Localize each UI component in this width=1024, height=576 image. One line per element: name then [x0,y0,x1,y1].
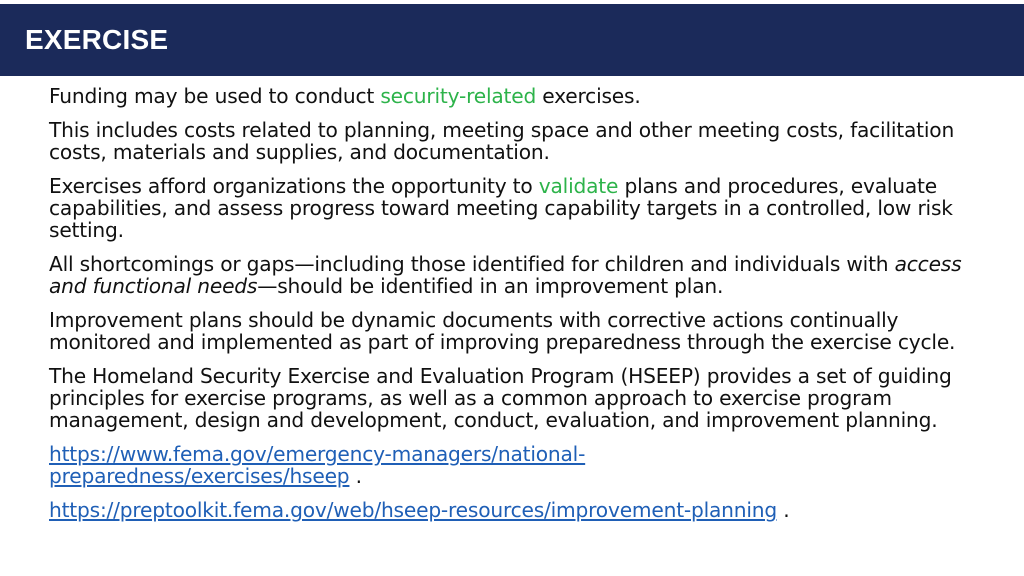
slide-body [49,85,979,533]
link-suffix: . [777,498,790,522]
slide-title: EXERCISE [25,24,169,55]
highlight-security-related: security-related [380,84,537,108]
paragraph-hseep: The Homeland Security Exercise and Evaluation Program (HSEEP) provides a set of guiding principles for exercise programs, as well as a common approach to exercise program management, design and development, conduct, evaluation, and improvement planning. [49,364,952,432]
link-paragraph-hseep [49,443,979,487]
link-fema-hseep[interactable] [49,442,585,488]
paragraph-funding [49,85,979,107]
paragraph-text: exercises. [536,84,641,108]
paragraph-text: Funding may be used to conduct [49,84,381,108]
paragraph-text: —should be identified in an improvement plan. [257,274,724,298]
paragraph-text: All shortcomings or gaps—including those identified for children and individuals with [49,252,895,276]
paragraph-validate [49,175,979,241]
paragraph-text: plans and procedures, evaluate capabilities, and assess progress toward meeting capability targets in a controlled, low risk setting. [49,174,953,242]
paragraph-shortcomings [49,253,979,297]
link-suffix: . [349,464,362,488]
link-text: preparedness/exercises/hseep [49,464,350,488]
link-paragraph-preptoolkit [49,499,979,521]
link-text: https://www.fema.gov/emergency-managers/national- [49,442,586,466]
paragraph-improvement-plans: Improvement plans should be dynamic documents with corrective actions continually monitored and implemented as part of improving preparedness through the exercise cycle. [49,308,956,354]
paragraph-text: Exercises afford organizations the opportunity to [49,174,539,198]
highlight-validate: validate [538,174,619,198]
italic-access-functional-needs: access and functional needs [49,252,962,298]
paragraph-costs: This includes costs related to planning, meeting space and other meeting costs, facilitation costs, materials and supplies, and documentation. [49,118,955,164]
link-preptoolkit-improvement-planning[interactable]: https://preptoolkit.fema.gov/web/hseep-resources/improvement-planning [49,498,777,522]
